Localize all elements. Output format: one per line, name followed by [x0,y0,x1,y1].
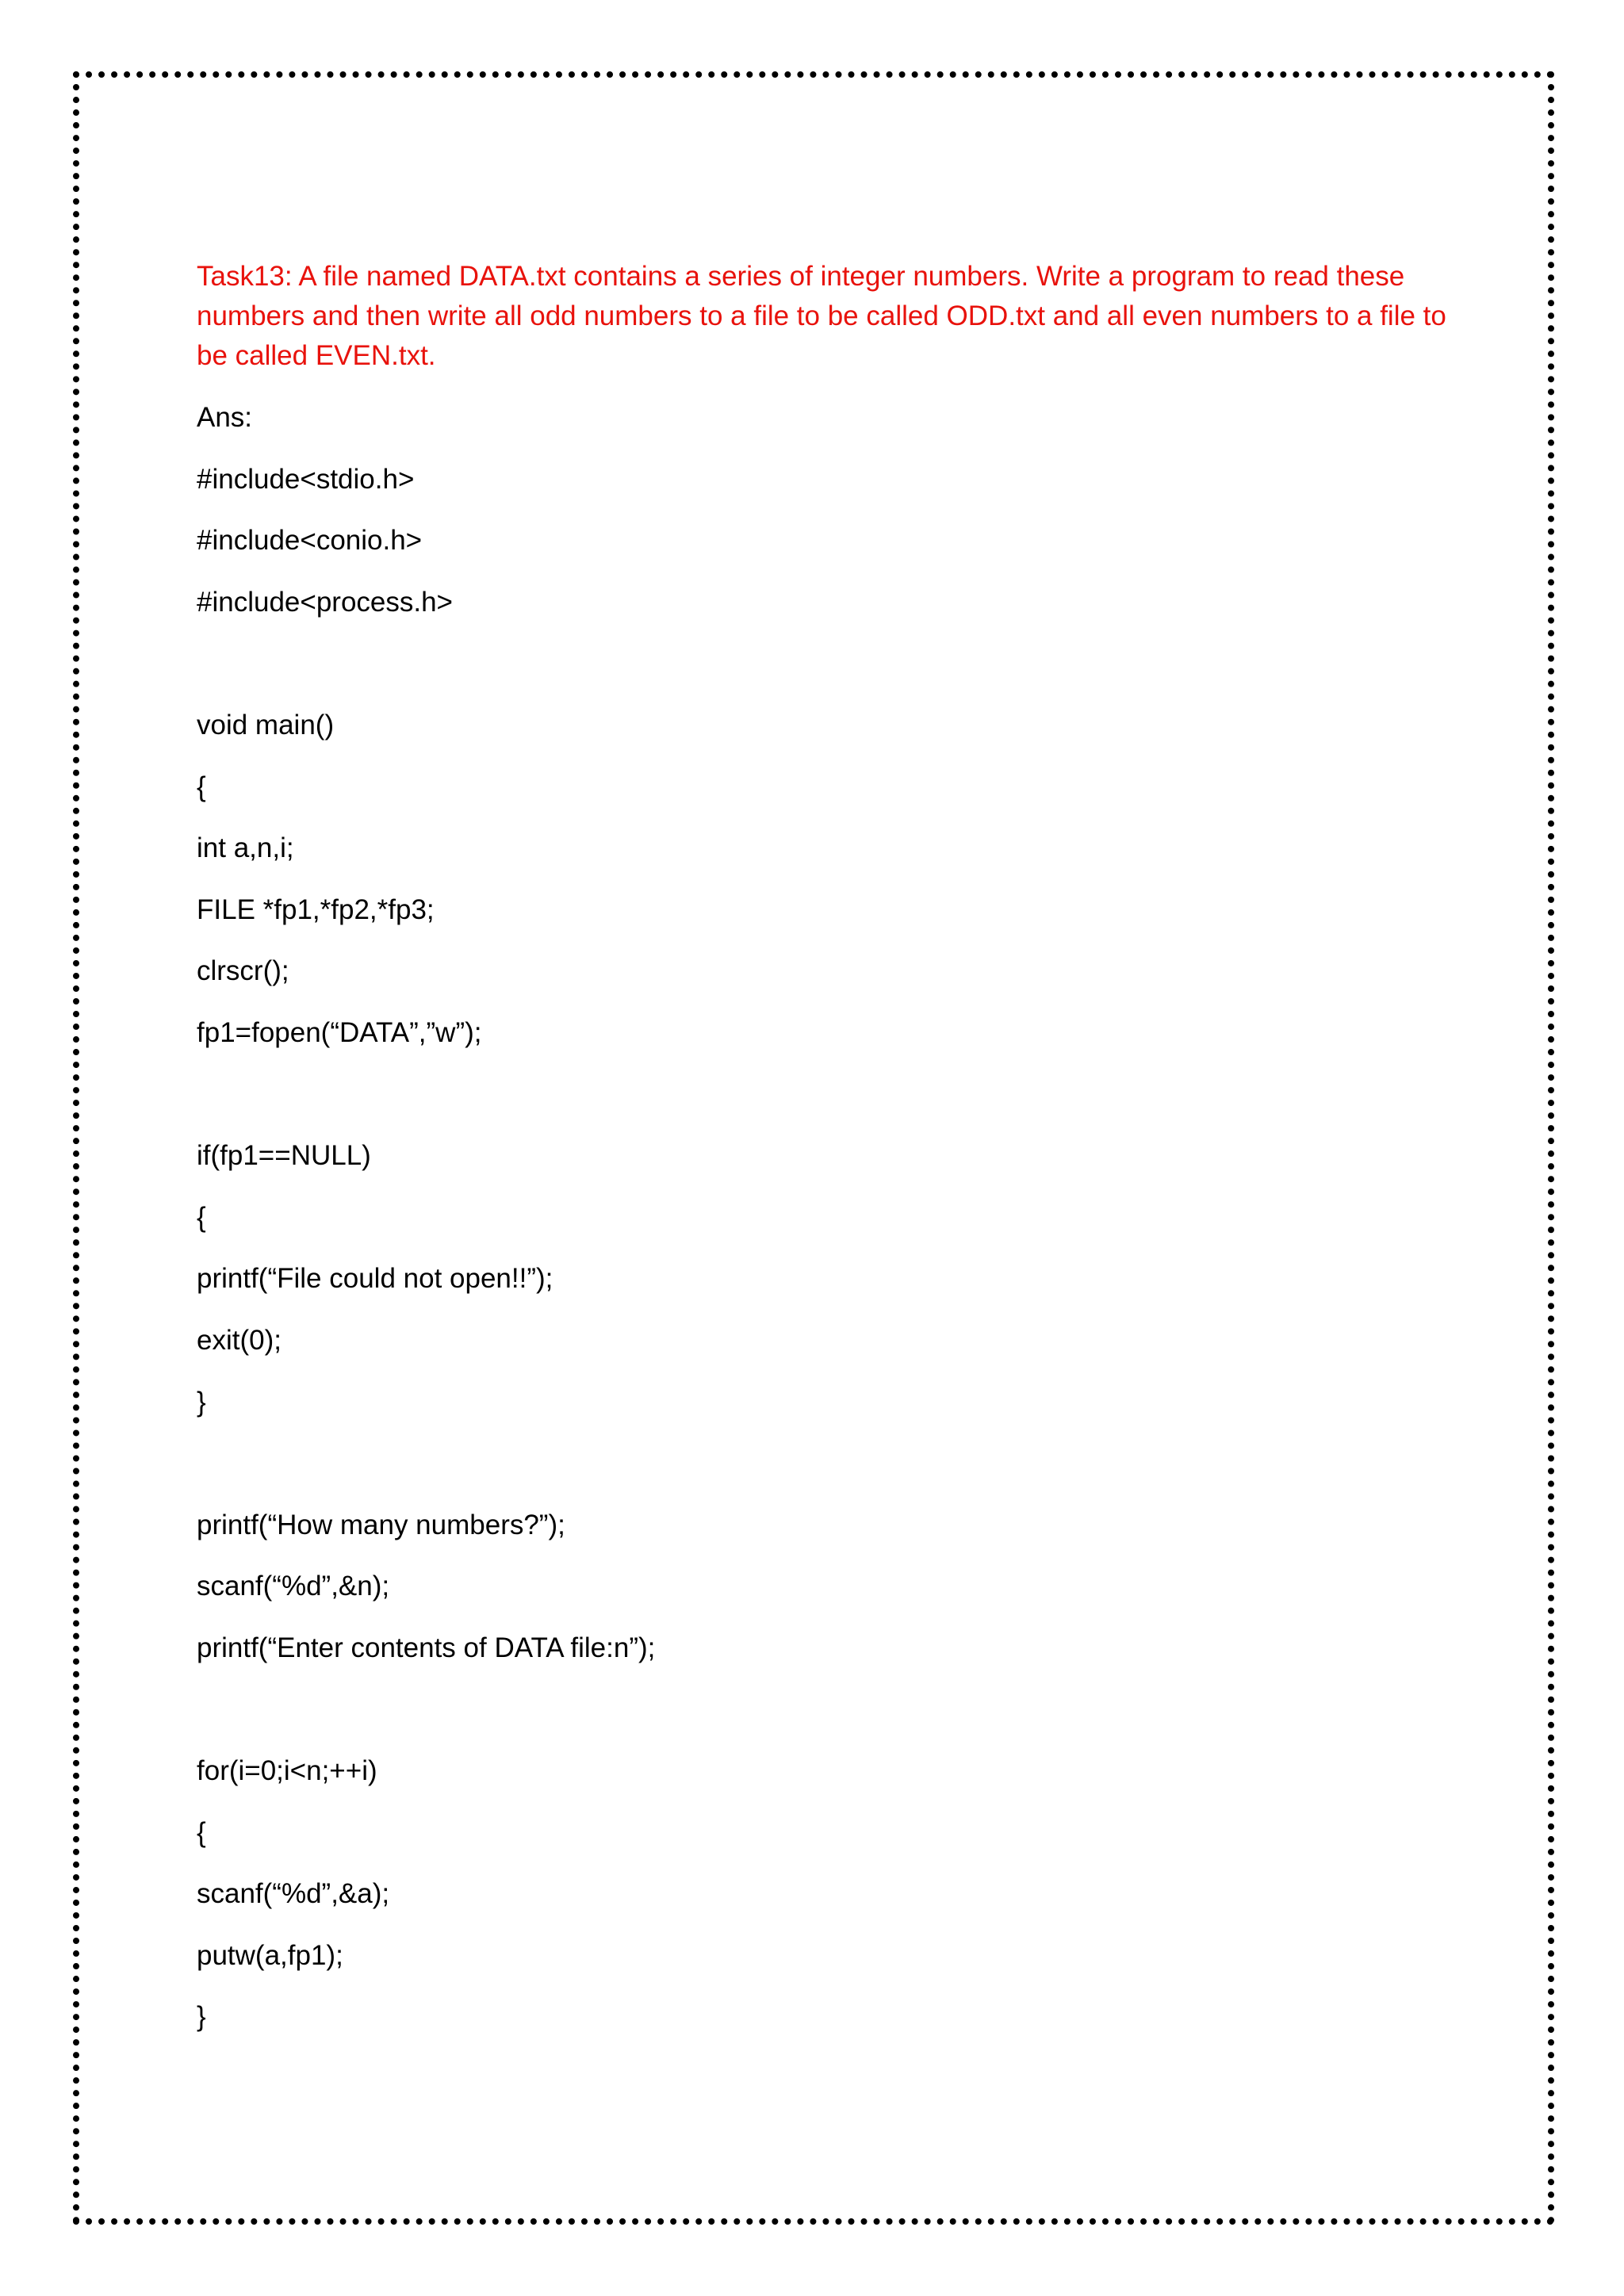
code-line: scanf(“%d”,&a); [197,1878,390,1910]
code-line: { [197,771,206,802]
code-line: printf(“File could not open!!”); [197,1263,553,1295]
code-line: for(i=0;i<n;++i) [197,1755,377,1787]
code-line: clrscr(); [197,955,289,987]
code-line: } [197,1386,206,1418]
document-content [197,257,1450,2037]
code-line: printf(“Enter contents of DATA file:n”); [197,1632,656,1663]
code-line: scanf(“%d”,&n); [197,1571,390,1602]
code-line: #include<stdio.h> [197,463,415,495]
code-line: printf(“How many numbers?”); [197,1509,565,1540]
code-line: { [197,1816,206,1848]
code-line: fp1=fopen(“DATA”,”w”); [197,1016,482,1048]
answer-label: Ans: [197,402,253,433]
code-line: void main() [197,709,335,740]
code-line: #include<conio.h> [197,525,423,557]
code-listing [197,438,1450,2037]
code-line: FILE *fp1,*fp2,*fp3; [197,894,435,925]
code-line: { [197,1201,206,1233]
code-line [197,1053,1450,1115]
code-line: exit(0); [197,1324,282,1356]
code-line [197,1668,1450,1730]
code-line: int a,n,i; [197,832,294,864]
code-line [197,622,1450,684]
code-line: putw(a,fp1); [197,1939,343,1971]
code-line: #include<process.h> [197,586,453,618]
code-line [197,1422,1450,1484]
code-line: } [197,2001,206,2033]
code-line: if(fp1==NULL) [197,1140,371,1172]
task-statement: Task13: A file named DATA.txt contains a series of integer numbers. Write a program to read these numbers and then write all odd numbers to a file to be called ODD.txt and all even numbers to a file to be called EVEN.txt. [197,261,1446,371]
